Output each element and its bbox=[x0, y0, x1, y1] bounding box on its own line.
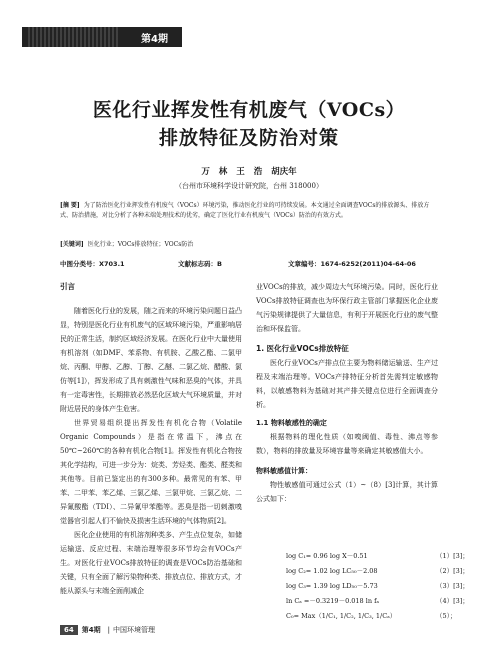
equation-number: （4）[3]； bbox=[436, 597, 469, 605]
equation-expr: log C₂= 1.02 log LC₅₀－2.08 bbox=[286, 567, 378, 575]
document-code: 文献标志码：B bbox=[178, 260, 222, 268]
authors: 万 林 王 浩 胡庆年 bbox=[201, 167, 297, 177]
equation-number: （1）[3]； bbox=[436, 552, 469, 560]
clc-number: 中图分类号：X703.1 bbox=[60, 260, 125, 268]
intro-paragraph-1: 随着医化行业的发展，随之而来的环境污染问题日益凸显，特别是医化行业有机废气的区域环境污染，严重影响居民的正常生活，制约区域经济发展。在医化行业中大量使用有机溶剂（如DMF、苯系物、有机胺、乙酸乙酯、二氯甲烷、丙酮、甲醇、乙醇、丁醇、乙醚、二氯乙烷、醋酸、氯仿等[1]），挥发形成了具有刺激性气味和恶臭的气体，并具有一定毒害性，长期排放必然恶化区域大气环境质量，并对附近居民的身体产生危害。 bbox=[60, 307, 242, 413]
equation-expr: log C₃= 1.39 log LD₅₀－5.73 bbox=[286, 582, 378, 590]
intro-heading: 引言 bbox=[60, 282, 75, 291]
issue-header-bar bbox=[22, 27, 182, 47]
header-decoration bbox=[28, 27, 118, 47]
keywords-label: [关键词] bbox=[60, 241, 84, 248]
intro-paragraph-3: 医化企业使用的有机溶剂种类多、产生点位复杂，如储运输送、反应过程、末端治理等很多环节均会有VOCs产生。对医化行业VOCs排放特征的调查是VOCs防治基础和关键，只有全面了解污染物种类、排放点位、排放方式，才能从源头与末端全面削减企 bbox=[60, 531, 242, 595]
equation-number: （2）[3]； bbox=[436, 567, 469, 575]
title-line-1: 医化行业挥发性有机废气（VOCs） bbox=[92, 99, 406, 121]
equation-number: （5）； bbox=[436, 612, 457, 620]
article-number: 文章编号：1674-6252(2011)04-64-06 bbox=[288, 260, 416, 268]
keywords-text: 医化行业；VOCs排放特征；VOCs防治 bbox=[87, 241, 194, 248]
abstract-label: [摘 要] bbox=[60, 202, 80, 209]
intro-paragraph-2: 世界贸易组织提出挥发性有机化合物（Volatile Organic Compounds）是指在常温下，沸点在50℃~260℃的各种有机化合物[1]。挥发性有机化合物按其化学结构，可进一步分为：烷类、芳烃类、酯类、醛类和其他等。目前已鉴定出的有300多种。最常见的有苯、甲苯、二甲苯、苯乙烯、三氯乙烯、三氯甲烷、三氯乙烷、二异氰酸酯（TDI）、二异氰甲苯酯等。恶臭是指一切刺激嗅觉器官引起人们不愉快及损害生活环境的气体物质[2]。 bbox=[60, 419, 242, 525]
right-column bbox=[256, 280, 438, 506]
equation-row bbox=[286, 549, 476, 564]
equation-row bbox=[286, 594, 476, 609]
page-footer bbox=[60, 625, 155, 635]
section-1-1-heading: 1.1 物料敏感性的确定 bbox=[256, 419, 327, 427]
section-1-1-paragraph: 根据物料的理化性质（如嗅阈值、毒性、沸点等参数），物料的排放量及环境容量等来确定其敏感值大小。 bbox=[256, 433, 438, 455]
abstract bbox=[60, 201, 440, 221]
equation-row bbox=[286, 609, 476, 624]
equation-expr: ln Cₐ =－0.3219－0.018 ln fₐ bbox=[286, 597, 379, 605]
sensitivity-paragraph: 物性敏感值可通过公式（1）~（8）[3]计算，其计算公式如下： bbox=[256, 481, 438, 503]
equation-expr: log C₁= 0.96 log X－0.51 bbox=[286, 552, 368, 560]
equation-expr: C₀= Max（1/C₁, 1/C₂, 1/C₃, 1/Cₐ） bbox=[286, 612, 397, 620]
right-paragraph-0: 业VOCs的排放，减少周边大气环境污染。同时，医化行业VOCs排放特征调查也为环保行政主管部门掌握医化企业废气污染规律提供了大量信息，有利于开展医化行业的废气整治和环保监管。 bbox=[256, 283, 438, 333]
section-1-paragraph: 医化行业VOCs产排点位主要为物料储运输送、生产过程及末端治理等。VOCs产排特征分析首先需判定敏感物料，以敏感物料为基础对其产排关键点位进行全面调查分析。 bbox=[256, 359, 438, 409]
equation-row bbox=[286, 564, 476, 579]
equations-block bbox=[286, 549, 476, 624]
left-column bbox=[60, 280, 242, 598]
section-1-heading: 1. 医化行业VOCs排放特征 bbox=[256, 344, 349, 353]
journal-name: 中国环境管理 bbox=[112, 626, 155, 634]
abstract-text: 为了防治医化行业挥发性有机废气（VOCs）环境污染，推动医化行业的可持续发展。本文通过全面调查VOCs的排放源头、排放方式、防治措施，对比分析了各种末端处理技术的优劣，确定了医化行业有机废气（VOCs）防治的有效方式。 bbox=[60, 202, 430, 219]
title-line-2: 排放特征及防治对策 bbox=[158, 127, 339, 149]
footer-issue: 第4期 bbox=[81, 626, 101, 634]
equation-row bbox=[286, 579, 476, 594]
keywords bbox=[60, 239, 440, 248]
sensitivity-heading: 物料敏感值计算： bbox=[256, 467, 312, 475]
footer-separator: | bbox=[107, 626, 110, 634]
page-number: 64 bbox=[60, 625, 78, 635]
affiliation: （台州市环境科学设计研究院，台州 318000） bbox=[175, 182, 323, 190]
issue-label: 第4期 bbox=[141, 34, 168, 45]
equation-number: （3）[3]； bbox=[436, 582, 469, 590]
